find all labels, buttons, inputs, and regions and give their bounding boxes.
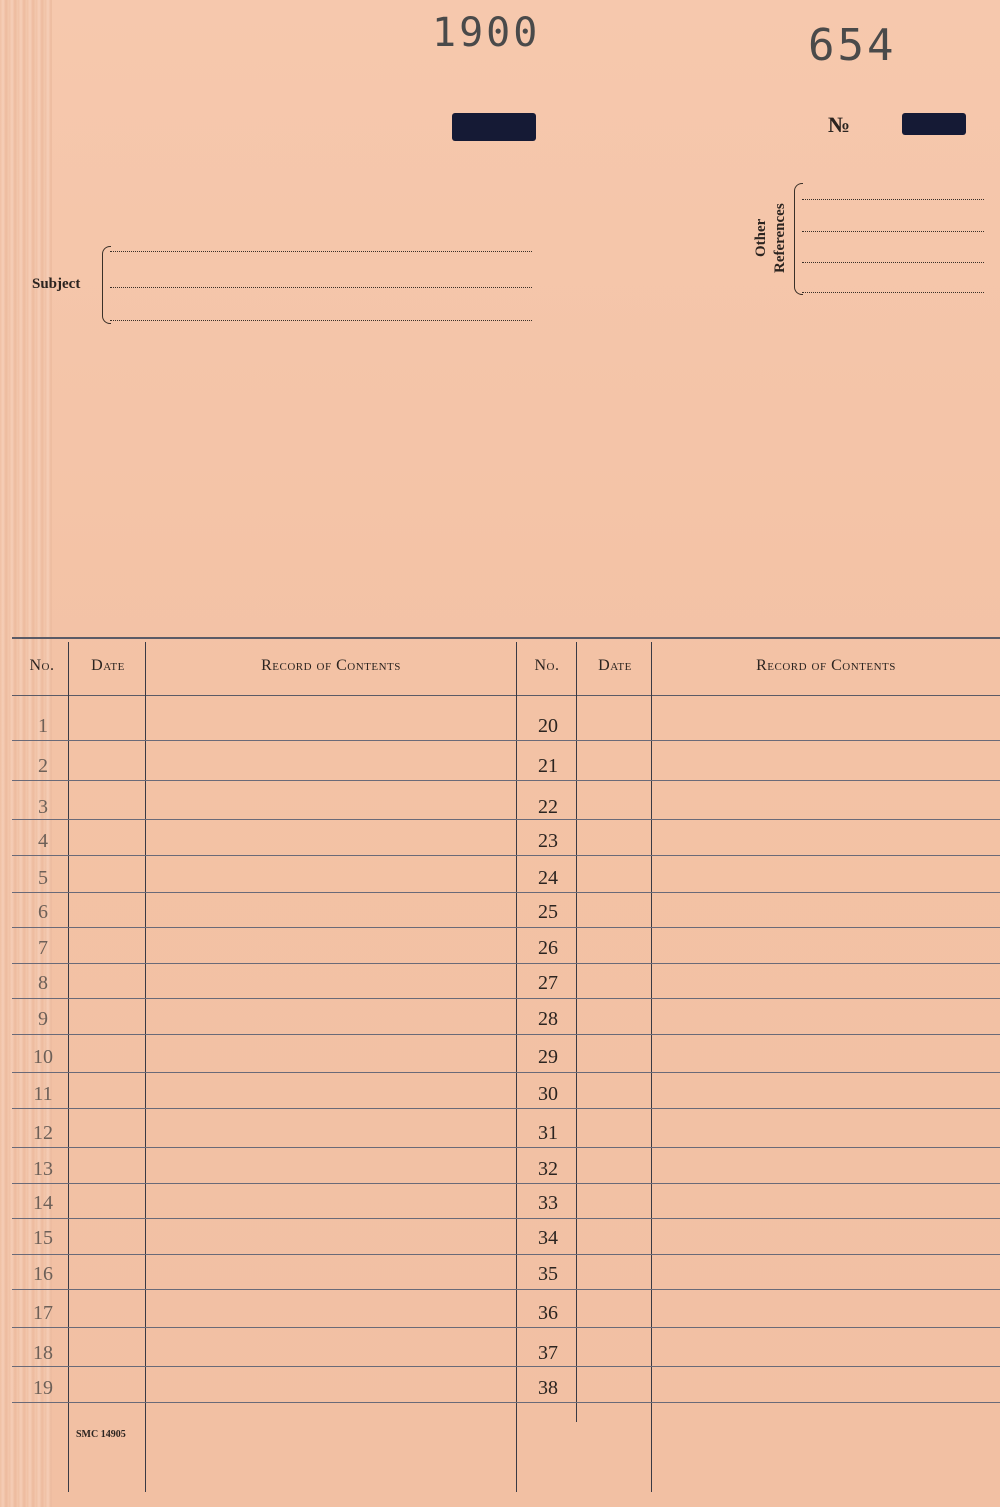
- row-rule: [12, 819, 1000, 820]
- file-number-stamp: 654: [808, 20, 897, 71]
- reference-line-3[interactable]: [802, 262, 984, 263]
- row-number-right: 36: [538, 1302, 558, 1324]
- reference-line-4[interactable]: [802, 292, 984, 293]
- row-number-right: 37: [538, 1342, 558, 1364]
- row-number-left: 1: [38, 715, 48, 737]
- row-number-left: 8: [38, 972, 48, 994]
- row-number-left: 17: [33, 1302, 53, 1324]
- row-number-left: 3: [38, 796, 48, 818]
- row-rule: [12, 1147, 1000, 1148]
- column-rule: [516, 642, 517, 1492]
- header-date-right: Date: [598, 657, 632, 674]
- row-rule: [12, 1218, 1000, 1219]
- reference-line-2[interactable]: [802, 231, 984, 232]
- row-rule: [12, 1254, 1000, 1255]
- row-number-left: 16: [33, 1263, 53, 1285]
- row-number-left: 5: [38, 867, 48, 889]
- row-number-right: 29: [538, 1046, 558, 1068]
- header-record-right: Record of Contents: [756, 657, 896, 674]
- row-number-right: 20: [538, 715, 558, 737]
- subject-line-1[interactable]: [110, 251, 532, 252]
- row-number-left: 6: [38, 901, 48, 923]
- row-rule: [12, 1183, 1000, 1184]
- row-number-left: 11: [33, 1083, 53, 1105]
- subject-brace: [102, 246, 111, 324]
- row-number-right: 22: [538, 796, 558, 818]
- row-rule: [12, 1402, 1000, 1403]
- row-number-left: 12: [33, 1122, 53, 1144]
- column-rule: [651, 642, 652, 1492]
- row-number-right: 28: [538, 1008, 558, 1030]
- header-record-left: Record of Contents: [261, 657, 401, 674]
- other-references-label: Other References: [753, 203, 788, 273]
- row-number-left: 18: [33, 1342, 53, 1364]
- form-code: SMC 14905: [76, 1429, 126, 1440]
- row-number-right: 34: [538, 1227, 558, 1249]
- row-rule: [12, 963, 1000, 964]
- row-number-right: 35: [538, 1263, 558, 1285]
- row-number-left: 9: [38, 1008, 48, 1030]
- row-rule: [12, 1327, 1000, 1328]
- header-no-left: No.: [29, 657, 55, 674]
- row-number-right: 33: [538, 1192, 558, 1214]
- row-number-right: 30: [538, 1083, 558, 1105]
- table-header-rule: [12, 695, 1000, 696]
- row-rule: [12, 1108, 1000, 1109]
- reference-line-1[interactable]: [802, 199, 984, 200]
- row-number-left: 2: [38, 755, 48, 777]
- subject-line-2[interactable]: [110, 287, 532, 288]
- number-label: №: [828, 112, 851, 137]
- column-rule: [576, 642, 577, 1422]
- row-number-right: 21: [538, 755, 558, 777]
- row-rule: [12, 1072, 1000, 1073]
- row-rule: [12, 927, 1000, 928]
- row-number-right: 31: [538, 1122, 558, 1144]
- row-number-left: 19: [33, 1377, 53, 1399]
- year-stamp: 1900: [432, 10, 541, 56]
- row-rule: [12, 998, 1000, 999]
- row-number-right: 24: [538, 867, 558, 889]
- subject-line-3[interactable]: [110, 320, 532, 321]
- row-rule: [12, 780, 1000, 781]
- row-rule: [12, 1366, 1000, 1367]
- row-rule: [12, 740, 1000, 741]
- row-number-left: 4: [38, 830, 48, 852]
- redaction-mark: [902, 113, 966, 135]
- row-number-right: 23: [538, 830, 558, 852]
- row-number-right: 38: [538, 1377, 558, 1399]
- header-no-right: No.: [534, 657, 560, 674]
- header-date-left: Date: [91, 657, 125, 674]
- row-rule: [12, 1034, 1000, 1035]
- column-rule: [145, 642, 146, 1492]
- row-rule: [12, 855, 1000, 856]
- column-rule: [68, 642, 69, 1492]
- row-number-left: 13: [33, 1158, 53, 1180]
- row-number-right: 32: [538, 1158, 558, 1180]
- table-top-rule: [12, 637, 1000, 639]
- row-rule: [12, 1289, 1000, 1290]
- row-number-right: 25: [538, 901, 558, 923]
- redaction-mark: [452, 113, 536, 141]
- row-number-right: 26: [538, 937, 558, 959]
- row-number-left: 14: [33, 1192, 53, 1214]
- row-number-left: 10: [33, 1046, 53, 1068]
- row-rule: [12, 892, 1000, 893]
- subject-label: Subject: [32, 276, 81, 292]
- row-number-right: 27: [538, 972, 558, 994]
- row-number-left: 15: [33, 1227, 53, 1249]
- row-number-left: 7: [38, 937, 48, 959]
